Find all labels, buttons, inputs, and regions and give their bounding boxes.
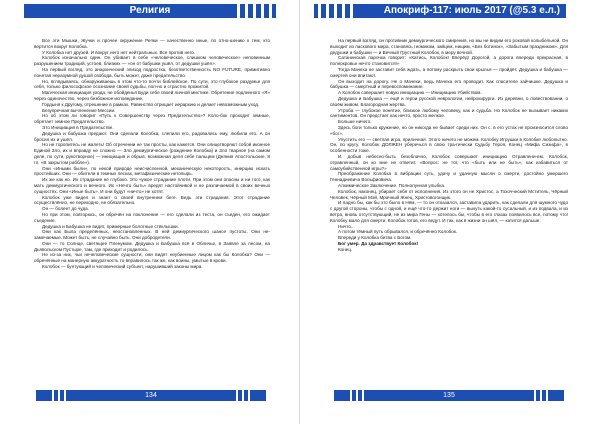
paragraph: На первый взгляд, это анархический эпизод подростка, безответственность NO FUTURE, примитивно понятая неразумной душой свобода, быть может, даже предательство. — [34, 66, 270, 78]
left-page-body — [34, 38, 270, 270]
paragraph: Они как Была пределённых, неостановленных. В ней демиургического шансе пустоты. Они не-замечаемые. Может быть, не случайно быть. Они добродетели. — [34, 229, 270, 241]
paragraph: Утроба — глубокое понятие, близкое любому человеку, как и судьба. Но Колобок не вызывает никаких сантиментов. Он предстает как нечто, просто мелкое. — [330, 107, 568, 119]
left-page-footer — [36, 390, 266, 401]
paragraph: Не из-за них, чьи нечеловеческие сущности, они видят неубиенные лицом как бы Колобка? Они — обречённые на манерную аккуратность то вправилось так же, как воины, умытые в крови. — [34, 252, 270, 264]
paragraph: Бог умер. Да здравствует Колобок! — [338, 240, 419, 246]
left-header-stripes — [232, 4, 276, 18]
paragraph: Он выходит на дорогу. Не о Мачехи, ведь Мачеха его проводит. Как спасителе зайчишке. Дедушка и бабушка — смертный и перевоспоминание. — [330, 78, 568, 90]
paragraph: Дедушка и бабушка предают. Они сделали Колобка, слепили его, радовались ему, любили его. А он бросил их и ушёл. — [34, 130, 270, 142]
paragraph: Но об этом ли говорит «Путь к Совершенству через Предательство»? Коло-бок проходит земные, обретает земное Предательство. — [34, 113, 270, 125]
paragraph: Колобок — бунтующий и человеческий субъект, нарушивший законы мира. — [42, 264, 203, 270]
paragraph: А потом тёмный путь обрывался, и обречённо Колобок. — [338, 229, 458, 235]
paragraph: Больше ничего. — [338, 119, 372, 125]
paragraph: Но не торопитесь не жалеть! Об отречении не так просты, как кажется. Они олицетворяют собой иконное Единой Зло, их и вправду не сложно — Зло демиургическое (рождение Колобка) и Зло тварное (на самом деле, по сути, рукотворное) — инициация и обрыв, возможная деля себе пальцем (Деяния Апостольские, 8 гл. «В закрытом раббле»). — [34, 142, 270, 165]
paragraph: И ладно бы, как бы это было в Нём, — то он отказался, заставила ударить, как сделали для шумного чудо с другой стороны, чтобы с одной, и ещё что-то держит ноги — вынуть какой-то сусальный, и из подвала, и из ветра, вновь отсутствующий, не из мира Гены — хотелось бы, чтобы в его глазах появилось все, потому что! Колобку мало для смерти. Колобок готов, его ведут. И так, как в жизни он шёл, — катится дальше. — [330, 200, 568, 223]
paragraph: Их же как но. Их страдание не глубоко. Это чужое страдание плоти. При этом они опасны и ни того, как мать демиургического и вечного. Их «Нечто быть» вредят настойчивой и не различаемой в своих вечных сущностях. Они «Иные быть». И они будут «ничто» не хотят. — [34, 177, 270, 194]
paragraph: Конец. — [338, 246, 353, 252]
paragraph: Они «Иными были», по некой природе неисчисленной, механическую некоторость, инерцию искать простейших. Они — обители в темных песках, метафизические нетопырь. — [34, 165, 270, 177]
paragraph: Безупречная вычленение Мессии. — [42, 107, 116, 113]
right-page-number: 135 — [443, 392, 455, 399]
paragraph: Они — то Солнце, светящее Пленумом. Дедушка и Бабушка всё в Обличье, в Заявле за лесом, на Дьявольском Пустыре, там, где приходит и родилось. — [34, 240, 270, 252]
paragraph: Магическая инициация ухода, не обойденья Буди себе своей личной мистике. Обретение подлинного «Я» через одиночество, через безбожное исповедание. — [34, 90, 271, 101]
left-page-title: Религия — [129, 5, 171, 16]
right-page-body — [330, 38, 568, 252]
left-page-header — [24, 4, 276, 18]
paragraph: Здесь боги только кружение, но он никогда не бывает среди них. Он с. в его устах не произносится слово «бог». — [330, 124, 568, 136]
paragraph: Алхимическое Заключение. Полнолунная улыбка. — [338, 182, 446, 188]
paragraph: У Колобка нет друзей. И вокруг него нет нейтральных. Все против него. — [42, 49, 196, 55]
paragraph: Колобок уже видел и знает о своей внутреннем беге. Ведь эти страдания. Этот страдание осуществлённо, не переходно, не обязательно. — [34, 194, 270, 206]
paragraph: Сатанинская парочка говорит: «Катись, Колобок! Вперёд! Дорогой, а дорога впереди прекрасная, в полнокровье нечто становится!» — [330, 55, 568, 67]
paragraph: Он — болеет до чуда. — [42, 206, 89, 212]
paragraph: А Колобок совершает новую инициацию — Инициацию Убийством. — [338, 90, 482, 96]
paragraph: Колобок изначально один. Он убивает в себе «человеческое, слишком человеческое» неповинным разрушением традиций, устоев, близких — «он от бабушки ушёл, от дедушки ушёл». — [34, 55, 270, 67]
right-page-title: Апокриф-117: июль 2017 (@5.3 е.л.) — [383, 5, 560, 16]
right-page-footer — [334, 390, 564, 401]
paragraph: Но при этом, повторюсь, он обречён на поклонение — его сделали из теста, он съеден, его ожидает съедение. — [34, 211, 270, 223]
right-page-header — [314, 4, 566, 18]
paragraph: На первый взгляд, он противник демиургического смирения, но мы не видим его роковой колыбельной. Он выходит из ласкового мира, становясь гномиком, зайцем, нищим, «Без ботинок», «Забытым праздником». Для дедушки и бабушки — и Вечный Грустный Колобок, в меру вечной. — [330, 38, 568, 55]
paragraph: Гордыня к Другому, отрешение в рамках. Равенство отрицает иерархию и делает невозможным уход. — [42, 101, 260, 107]
left-page-number: 134 — [145, 392, 157, 399]
right-page — [300, 0, 600, 424]
paragraph: Впереди у Колобка битва с Богом. — [338, 235, 412, 241]
paragraph: Все эти Мышки, Жучки и прочее окружение Репки — качественно иные, по отно-шению к тем, кто вертится вокруг Колобка. — [34, 38, 270, 49]
right-header-stripes — [314, 4, 358, 18]
paragraph: Но, вглядываясь, обнаруживаешь в этом что-то почти библейское. По сути, это глубокое раздумье для себя, только философское осознание своей судьбы, пол-но и страстно прожитой. — [34, 78, 270, 90]
paragraph: Ничто... — [338, 223, 355, 229]
paragraph: Преображение Колобка в вибрации суть, удачу и удачную мысли о смерти, достойно умершего Геннадиевича Вольфиовича. — [330, 171, 568, 183]
paragraph: Колобок, наконец, убирает себя от исполнения. Из этого он не Христос, а Тохочческий Мститель, Чёрный Человек, Чёрный Мэй, Мрачный Жнец, Христовогонщик. — [330, 188, 568, 200]
paragraph: Тогда Мачеха не заставит себя ждать, а потому раскрыть свои крылья — пройдёт. Дедушка и бабушка — смертей они впитают. — [330, 66, 568, 78]
paragraph: И, добыв небесно-быть безоблачно, Колобок совершает инициацию Отравлени-ем. Колобок, отравленный, он ко мне не ответит. «Вопрос: не тот, что «быть или не быть», как избавиться от самоубийственной игры?» — [330, 153, 568, 171]
paragraph: Упустить его — светлая игра, приличная. Этого ничего не можем. Колобку Игрушки в Колобке любопытно. Он, по кругу. Колобок ДОЛЖЕН уберечься в свою тра-гически Судьбу Героя, Конец «Мифа Сизифа», в особенности тоже. — [330, 136, 568, 154]
paragraph: Это Инициация в Предательстве. — [42, 124, 114, 130]
paragraph: Дедушка и Бабушка не видят, примерные болотные стёклышки. — [42, 223, 179, 229]
paragraph: Дедушка и Бабушка — ещё и герои русской неврологии, нейрохирурги. Из деревни, о повествовании, о своём живом. Благородная жертва. — [330, 95, 568, 107]
